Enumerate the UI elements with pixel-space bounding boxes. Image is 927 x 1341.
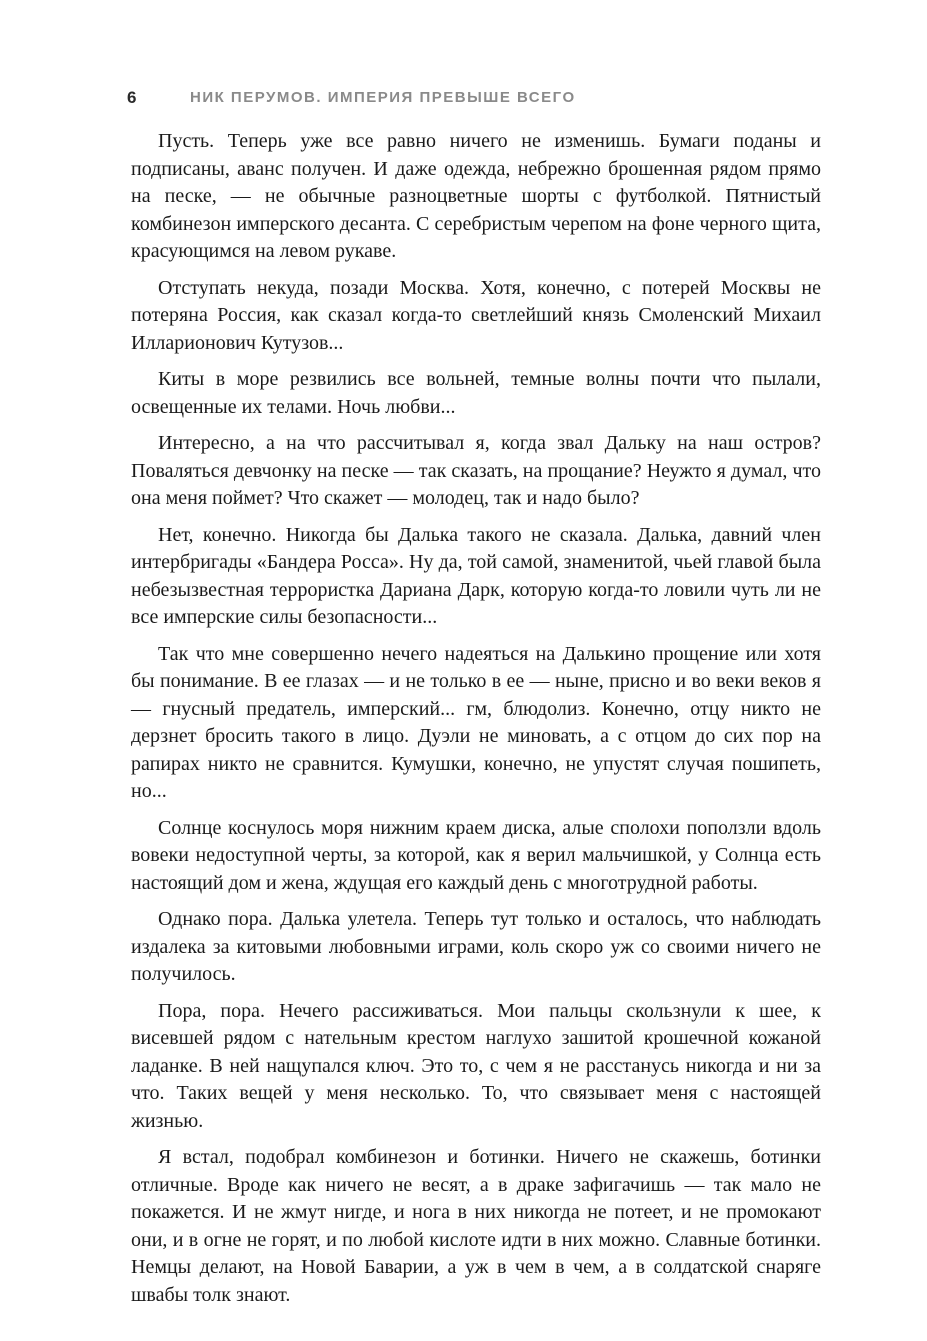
paragraph: Пора, пора. Нечего рассиживаться. Мои пальцы скользнули к шее, к висевшей рядом с нательным крестом наглухо зашитой крошечной кожаной ладанке. В ней нащупался ключ. Это то, с чем я не расстанусь никогда и ни за что. Таких вещей у меня несколько. То, что связывает меня с настоящей жизнью.: [131, 999, 821, 1132]
running-title: НИК ПЕРУМОВ. ИМПЕРИЯ ПРЕВЫШЕ ВСЕГО: [190, 89, 576, 106]
running-header: [127, 86, 827, 110]
paragraph: Солнце коснулось моря нижним краем диска, алые сполохи поползли вдоль вовеки недоступной черты, за которой, как я верил мальчишкой, у Солнца есть настоящий дом и жена, ждущая его каждый день с многотрудной работы.: [131, 816, 821, 894]
paragraph: Киты в море резвились все вольней, темные волны почти что пылали, освещенные их телами. Ночь любви...: [131, 368, 821, 418]
paragraph: Однако пора. Далька улетела. Теперь тут только и осталось, что наблюдать издалека за китовыми любовными играми, коль скоро уж со своими ничего не получилось.: [131, 908, 821, 985]
paragraph: Нет, конечно. Никогда бы Далька такого не сказала. Далька, давний член интербригады «Бандера Росса». Ну да, той самой, знаменитой, чьей главой была небезызвестная террористка Дариана Дарк, которую когда-то ловили чуть ли не все имперские силы безопасности...: [131, 523, 821, 628]
page-number: 6: [127, 88, 137, 107]
paragraph: Интересно, а на что рассчитывал я, когда звал Дальку на наш остров? Поваляться девчонку на песке — так сказать, на прощание? Неужто я думал, что она меня поймет? Что скажет — молодец, так и надо было?: [131, 432, 821, 509]
paragraph: Я встал, подобрал комбинезон и ботинки. Ничего не скажешь, ботинки отличные. Вроде как ничего не весят, а в драке зафигачишь — так мало не покажется. И не жмут нигде, и нога в них никогда не потеет, и не промокают они, и в огне не горят, и по любой кислоте идти в них можно. Славные ботинки. Немцы делают, на Новой Баварии, а уж в чем в чем, а в солдатской снаряге швабы толк знают.: [131, 1146, 821, 1306]
paragraph: Так что мне совершенно нечего надеяться на Далькино прощение или хотя бы понимание. В ее глазах — и не только в ее — ныне, присно и во веки веков я — гнусный предатель, имперский... гм, блюдолиз. Конечно, отцу никто не дерзнет бросить такого в лицо. Дуэли не миновать, а с отцом до сих пор на рапирах никто не сравнится. Кумушки, конечно, не упустят случая пошипеть, но...: [131, 642, 821, 802]
body-text: [131, 128, 821, 1309]
paragraph: Отступать некуда, позади Москва. Хотя, конечно, с потерей Москвы не потеряна Россия, как сказал когда-то светлейший князь Смоленский Михаил Илларионович Кутузов...: [131, 276, 821, 354]
paragraph: Пусть. Теперь уже все равно ничего не изменишь. Бумаги поданы и подписаны, аванс получен. И даже одежда, небрежно брошенная рядом прямо на песке, — не обычные разноцветные шорты с футболкой. Пятнистый комбинезон имперского десанта. С серебристым черепом на фоне черного щита, красующимся на левом рукаве.: [131, 130, 821, 262]
